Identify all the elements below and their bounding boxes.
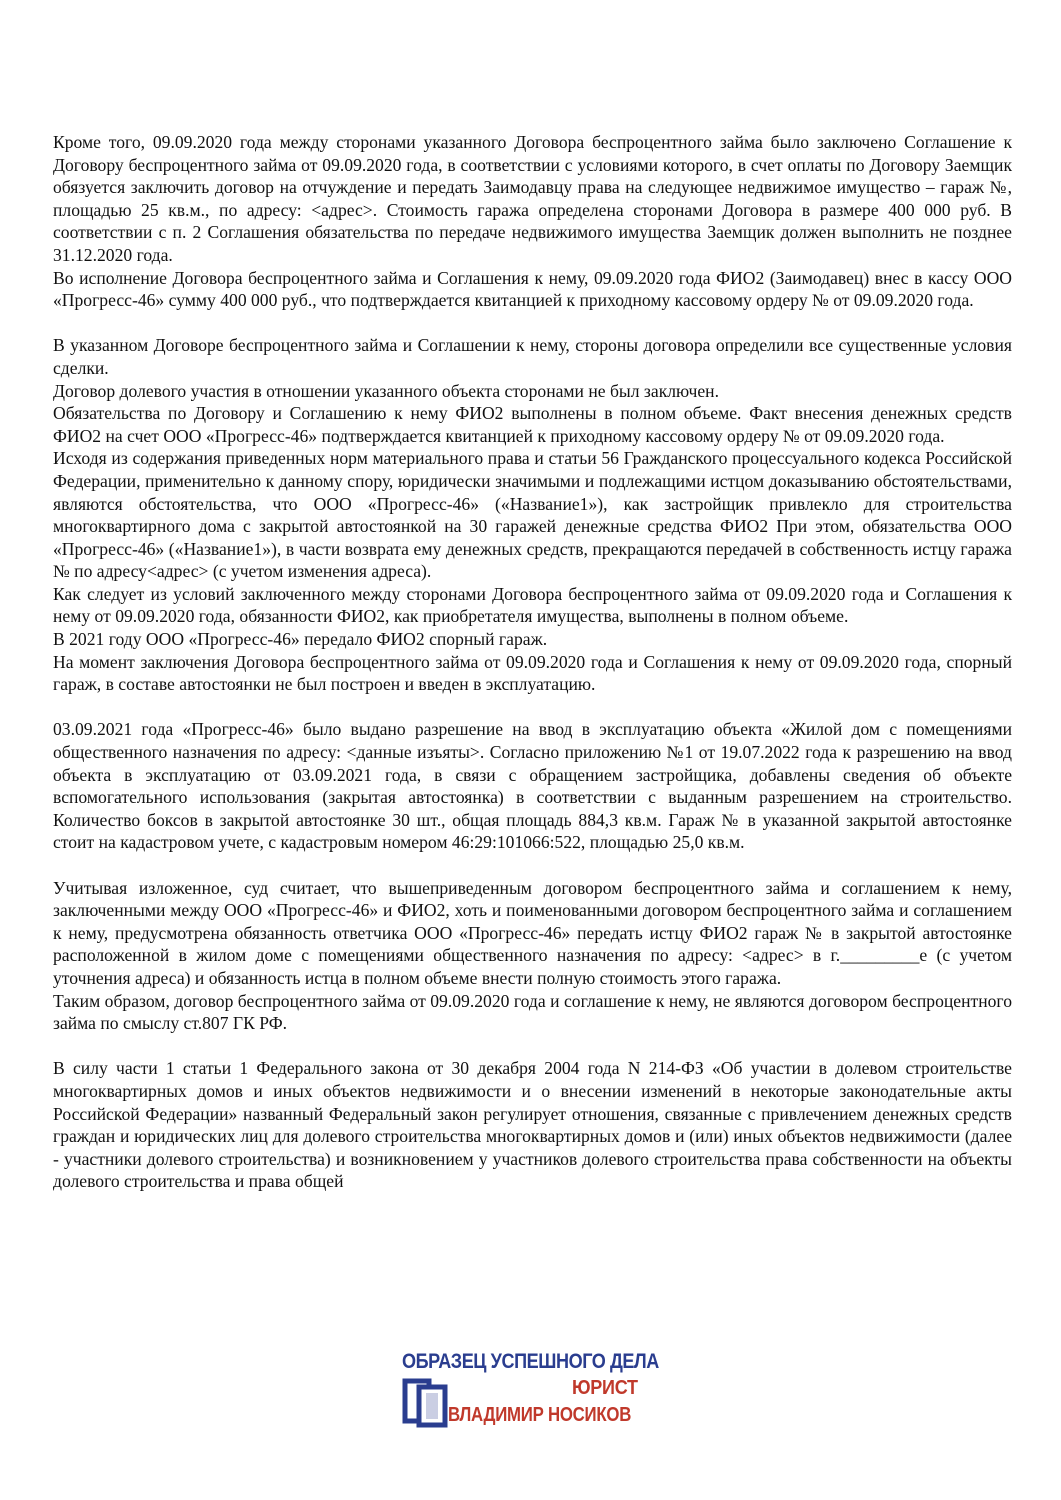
paragraph-2: Во исполнение Договора беспроцентного займа и Соглашения к нему, 09.09.2020 года ФИО2 (Заимодавец) внес в кассу ООО «Прогресс-46» сумму 400 000 руб., что подтверждается квитанцией к приходному кассовому ордеру № от 09.09.2020 года.	[53, 267, 1012, 311]
watermark-logo	[400, 1342, 670, 1432]
paragraph-8: В 2021 году ООО «Прогресс-46» передало ФИО2 спорный гараж.	[53, 629, 548, 650]
paragraph-12: Таким образом, договор беспроцентного займа от 09.09.2020 года и соглашение к нему, не являются договором беспроцентного займа по смыслу ст.807 ГК РФ.	[53, 990, 1012, 1034]
paragraph-5: Обязательства по Договору и Соглашению к нему ФИО2 выполнены в полном объеме. Факт внесения денежных средств ФИО2 на счет ООО «Прогресс-46» подтверждается квитанцией к приходному кассовому ордеру № от 09.09.2020 года.	[53, 403, 1012, 446]
paragraph-7: Как следует из условий заключенного между сторонами Договора беспроцентного займа от 09.09.2020 года и Соглашения к нему от 09.09.2020 года, обязанности ФИО2, как приобретателя имущества, выполнены в полном объеме.	[53, 583, 1012, 627]
paragraph-11: Учитывая изложенное, суд считает, что вышеприведенным договором беспроцентного займа и соглашением к нему, заключенными между ООО «Прогресс-46» и ФИО2, хоть и поименованными договором беспроцентного займа и соглашением к нему, предусмотрена обязанность ответчика ООО «Прогресс-46» передать истцу ФИО2 гараж № в закрытой автостоянке расположенной в жилом доме с помещениями общественного назначения по адресу: <адрес> в г._________е (с учетом уточнения адреса) и обязанность истца в полном объеме внести полную стоимость этого гаража.	[53, 877, 1012, 988]
document-body	[53, 131, 1012, 1193]
logo-name: ВЛАДИМИР НОСИКОВ	[448, 1404, 632, 1426]
document-stack-icon	[402, 1378, 450, 1428]
paragraph-10: 03.09.2021 года «Прогресс-46» было выдано разрешение на ввод в эксплуатацию объекта «Жилой дом с помещениями общественного назначения по адресу: <данные изъяты>. Согласно приложению №1 от 19.07.2022 года к разрешению на ввод объекта в эксплуатацию от 03.09.2021 года, в связи с обращением застройщика, добавлены сведения об объекте вспомогательного использования (закрытая автостоянка) в соответствии с выданным разрешением на строительство. Количество боксов в закрытой автостоянке 30 шт., общая площадь 884,3 кв.м. Гараж № в указанной закрытой автостоянке стоит на кадастровом учете, с кадастровым номером 46:29:101066:522, площадью 25,0 кв.м.	[53, 719, 1012, 853]
paragraph-13: В силу части 1 статьи 1 Федерального закона от 30 декабря 2004 года N 214-ФЗ «Об участии в долевом строительстве многоквартирных домов и иных объектов недвижимости и о внесении изменений в некоторые законодательные акты Российской Федерации» названный Федеральный закон регулирует отношения, связанные с привлечением денежных средств граждан и юридических лиц для долевого строительства многоквартирных домов и (или) иных объектов недвижимости (далее - участники долевого строительства) и возникновением у участников долевого строительства права собственности на объекты долевого строительства и права общей	[53, 1058, 1012, 1192]
paragraph-6: Исходя из содержания приведенных норм материального права и статьи 56 Гражданского процессуального кодекса Российской Федерации, применительно к данному спору, юридически значимыми и подлежащими истцом доказыванию обстоятельствами, являются обстоятельства, что ООО «Прогресс-46» («Название1»), как застройщик привлекло для строительства многоквартирного дома с закрытой автостоянкой на 30 гаражей денежные средства ФИО2 При этом, обязательства ООО «Прогресс-46» («Название1»), в части возврата ему денежных средств, прекращаются передачей в собственность истцу гаража № по адресу<адрес> (с учетом изменения адреса).	[53, 448, 1012, 582]
paragraph-4: Договор долевого участия в отношении указанного объекта сторонами не был заключен.	[53, 380, 719, 401]
paragraph-3: В указанном Договоре беспроцентного займа и Соглашении к нему, стороны договора определили все существенные условия сделки.	[53, 335, 1012, 378]
logo-title: ОБРАЗЕЦ УСПЕШНОГО ДЕЛА	[402, 1350, 659, 1373]
paragraph-1: Кроме того, 09.09.2020 года между сторонами указанного Договора беспроцентного займа было заключено Соглашение к Договору беспроцентного займа от 09.09.2020 года, в соответствии с условиями которого, в счет оплаты по Договору Заемщик обязуется заключить договор на отчуждение и передать Заимодавцу права на следующее недвижимое имущество – гараж №, площадью 25 кв.м., по адресу: <адрес>. Стоимость гаража определена сторонами Договора в размере 400 000 руб. В соответствии с п. 2 Соглашения обязательства по передаче недвижимого имущества Заемщик должен выполнить не позднее 31.12.2020 года.	[53, 132, 1012, 265]
paragraph-9: На момент заключения Договора беспроцентного займа от 09.09.2020 года и Соглашения к нему от 09.09.2020 года, спорный гараж, в составе автостоянки не был построен и введен в эксплуатацию.	[53, 651, 1012, 695]
logo-role: ЮРИСТ	[572, 1377, 638, 1399]
